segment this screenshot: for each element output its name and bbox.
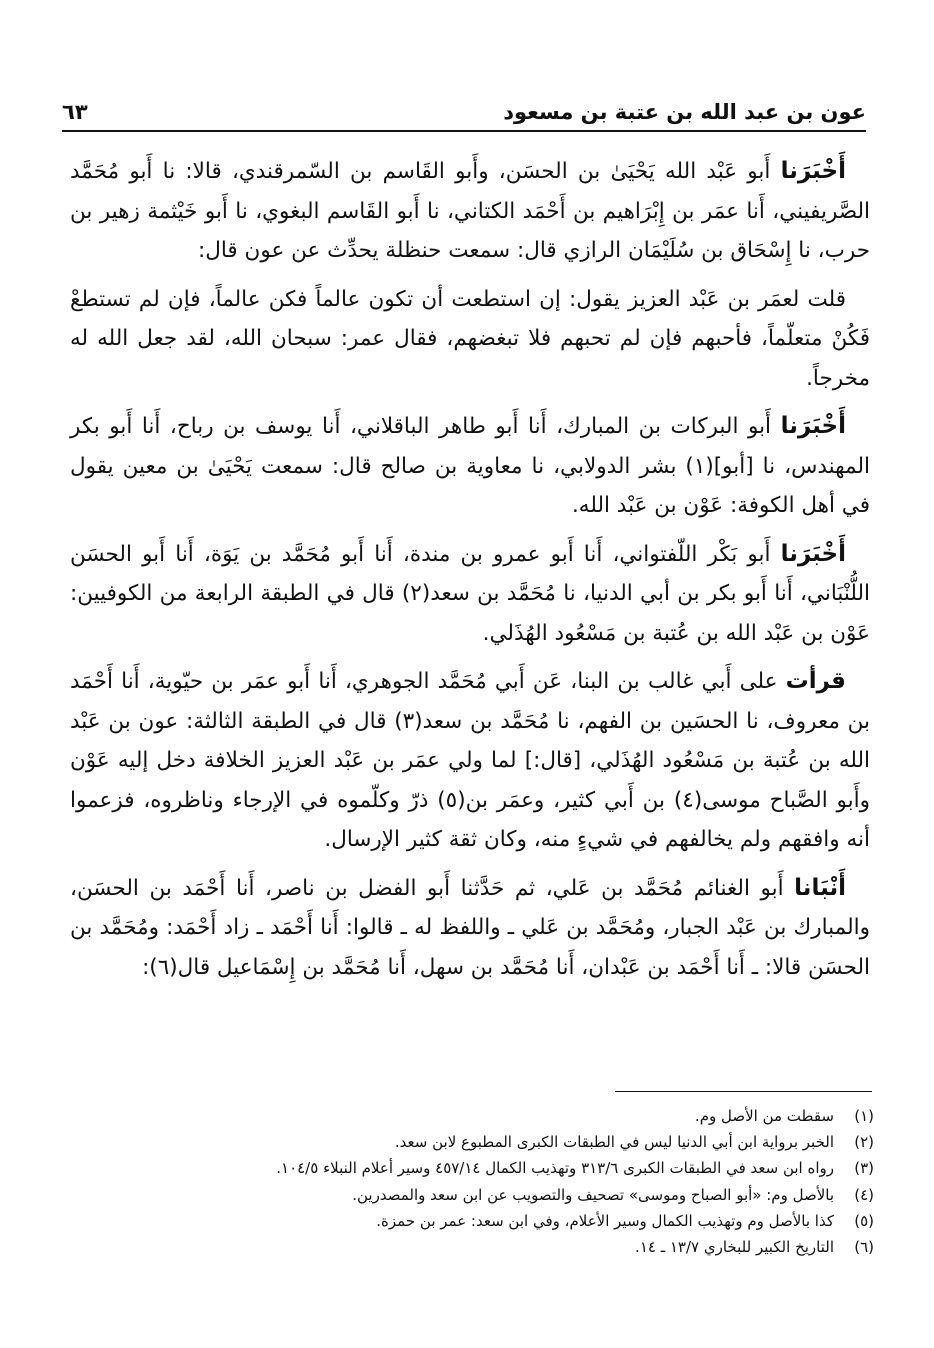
main-text bbox=[70, 152, 870, 996]
running-header bbox=[62, 88, 866, 124]
paragraph-text: قلت لعمَر بن عَبْد العزيز يقول: إن استطعت أن تكون عالماً فكن عالماً، فإن لم تستطعْ فَكُنْ متعلّماً، فأحبهم فإن لم تحبهم فلا تبغضهم، فقال عمر: سبحان الله، لقد جعل الله له مخرجاً. bbox=[70, 286, 870, 391]
footnote-text: التاريخ الكبير للبخاري ١٣/٧ ـ ١٤. bbox=[635, 1238, 834, 1257]
paragraph-text: أَبو الغنائم مُحَمَّد بن عَلي، ثم حَدَّثنا أَبو الفضل بن ناصر، أَنا أَحْمَد بن الحسَن، والمبارك بن عَبْد الجبار، ومُحَمَّد بن عَلي ـ واللفظ له ـ قالوا: أَنا أَحْمَد ـ زاد أَحْمَد: ومُحَمَّد بن الحسَن قالا: ـ أَنا أَحْمَد بن عَبْدان، أَنا مُحَمَّد بن سهل، أَنا مُحَمَّد بن إِسْمَاعيل قال(٦): bbox=[70, 875, 870, 980]
footnote-text: سقطت من الأصل وم. bbox=[694, 1107, 834, 1125]
footnote-number: (٥) bbox=[854, 1211, 874, 1230]
footnote bbox=[80, 1103, 874, 1129]
paragraph bbox=[70, 152, 870, 271]
footnote-text: رواه ابن سعد في الطبقات الكبرى ٣١٣/٦ وتهذيب الكمال ٤٥٧/١٤ وسير أعلام النبلاء ١٠٤/٥. bbox=[276, 1159, 834, 1178]
footnote-number: (٣) bbox=[854, 1159, 874, 1178]
footnote bbox=[80, 1155, 874, 1181]
paragraph-lead: قرأت bbox=[785, 668, 846, 694]
paragraph-lead: أَنْبَانا bbox=[794, 874, 846, 901]
page-number: ٦٣ bbox=[62, 100, 88, 124]
paragraph-text: أَبو عَبْد الله يَحْيَىٰ بن الحسَن، وأَبو القَاسم بن السّمرقندي، قالا: نا أَبو مُحَمَّد الصَّريفيني، أَنا عمَر بن إِبْرَاهيم بن أَحْمَد الكتاني، نا أَبو القَاسم البغوي، نا أَبو خَيْثمة زهير بن حرب، نا إِسْحَاق بن سُلَيْمَان الرازي قال: سمعت حنظلة يحدِّث عن عون قال: bbox=[70, 159, 870, 263]
paragraph bbox=[70, 535, 870, 654]
footnote-number: (٢) bbox=[854, 1133, 874, 1152]
paragraph bbox=[70, 662, 870, 860]
footnote-text: بالأصل وم: «أبو الصباح وموسى» تصحيف والتصويب عن ابن سعد والمصدرين. bbox=[352, 1185, 834, 1204]
header-title: عون بن عبد الله بن عتبة بن مسعود bbox=[503, 100, 866, 124]
footnote-number: (١) bbox=[854, 1107, 874, 1125]
paragraph bbox=[70, 869, 870, 988]
footnote bbox=[80, 1234, 874, 1260]
header-rule bbox=[62, 130, 866, 132]
footnote-text: الخبر برواية ابن أبي الدنيا ليس في الطبقات الكبرى المطبوع لابن سعد. bbox=[394, 1133, 834, 1152]
footnote bbox=[80, 1182, 874, 1208]
footnotes bbox=[80, 1103, 874, 1260]
paragraph-lead: أَخْبَرَنا bbox=[780, 413, 846, 439]
paragraph bbox=[70, 280, 870, 399]
footnote-separator bbox=[615, 1091, 872, 1092]
paragraph-lead: أَخْبَرَنا bbox=[780, 158, 846, 184]
paragraph-text: أَبو بَكْر اللّفتواني، أَنا أَبو عمرو بن مندة، أَنا أَبو مُحَمَّد بن يَوَة، أَنا أَبو الحسَن اللُّنْبَاني، أَنا أَبو بكر بن أبي الدنيا، نا مُحَمَّد بن سعد(٢) قال في الطبقة الرابعة من الكوفيين: عَوْن بن عَبْد الله بن عُتبة بن مَسْعُود الهُذَلي. bbox=[70, 541, 870, 646]
paragraph-text: على أَبي غالب بن البنا، عَن أَبي مُحَمَّد الجوهري، أَنا أَبو عمَر بن حيّوية، أَنا أَحْمَد بن معروف، نا الحسَين بن الفهم، نا مُحَمَّد بن سعد(٣) قال في الطبقة الثالثة: عون بن عَبْد الله بن عُتبة بن مَسْعُود الهُذَلي، [قال:] لما ولي عمَر بن عَبْد العزيز الخلافة دخل إليه عَوْن وأَبو الصَّباح موسى(٤) بن أَبي كثير، وعمَر بن(٥) ذرّ وكلّموه في الإرجاء وناظروه، فزعموا أنه وافقهم ولم يخالفهم في شيءٍ منه، وكان ثقة كثير الإرسال. bbox=[70, 669, 870, 852]
footnote bbox=[80, 1208, 874, 1234]
footnote-number: (٦) bbox=[854, 1238, 874, 1257]
paragraph bbox=[70, 407, 870, 526]
footnote-text: كذا بالأصل وم وتهذيب الكمال وسير الأعلام، وفي ابن سعد: عمر بن حمزة. bbox=[376, 1211, 834, 1230]
paragraph-lead: أَخْبَرَنا bbox=[780, 540, 846, 567]
footnote bbox=[80, 1129, 874, 1155]
paragraph-text: أَبو البركات بن المبارك، أَنا أَبو طاهر الباقلاني، أَنا يوسف بن رباح، أَنا أَبو بكر المهندس، نا [أبو](١) بشر الدولابي، نا معاوية بن صالح قال: سمعت يَحْيَىٰ بن معين يقول في أهل الكوفة: عَوْن بن عَبْد الله. bbox=[70, 414, 870, 518]
footnote-number: (٤) bbox=[854, 1185, 874, 1204]
